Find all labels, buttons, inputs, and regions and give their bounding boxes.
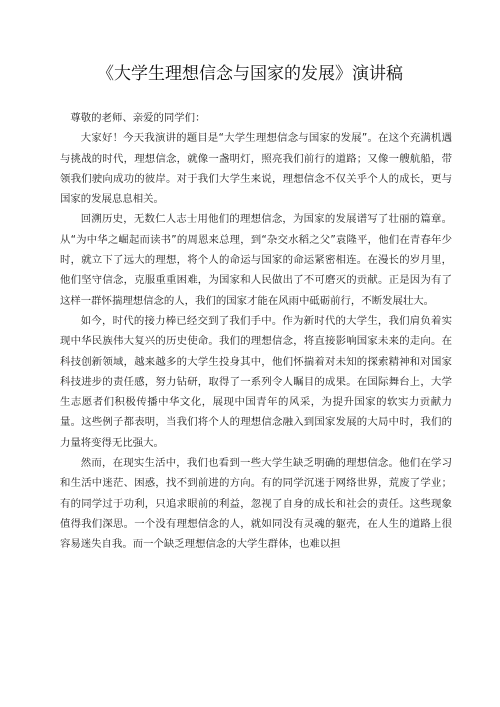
- paragraph-mission: 如今，时代的接力棒已经交到了我们手中。作为新时代的大学生，我们肩负着实现中华民族伟大复兴的历史使命。我们的理想信念，将直接影响国家未来的走向。在科技创新领域，越来越多的大学生投身其中，他们怀揣着对未知的探索精神和对国家科技进步的责任感，努力钻研，取得了一系列令人瞩目的成果。在国际舞台上，大学生志愿者们积极传播中华文化，展现中国青年的风采，为提升国家的软实力贡献力量。这些例子都表明，当我们将个人的理想信念融入到国家发展的大局中时，我们的力量将变得无比强大。: [60, 314, 452, 449]
- document-body: [60, 108, 452, 555]
- paragraph-intro: 大家好！今天我演讲的题目是“大学生理想信念与国家的发展”。在这个充满机遇与挑战的时代，理想信念，就像一盏明灯，照亮我们前行的道路；又像一艘航船，带领我们驶向成功的彼岸。对于我们大学生来说，理想信念不仅关乎个人的成长，更与国家的发展息息相关。: [60, 132, 452, 206]
- salutation: 尊敬的老师、亲爱的同学们：: [70, 112, 206, 124]
- document-title: 《大学生理想信念与国家的发展》演讲稿: [97, 64, 403, 84]
- paragraph-reality: 然而，在现实生活中，我们也看到一些大学生缺乏明确的理想信念。他们在学习和生活中迷茫、困惑，找不到前进的方向。有的同学沉迷于网络世界，荒废了学业；有的同学过于功利，只追求眼前的利益，忽视了自身的成长和社会的责任。这些现象值得我们深思。一个没有理想信念的人，就如同没有灵魂的躯壳，在人生的道路上很容易迷失自我。而一个缺乏理想信念的大学生群体，也难以担: [60, 457, 452, 551]
- paragraph-history: 回溯历史，无数仁人志士用他们的理想信念，为国家的发展谱写了壮丽的篇章。从“为中华之崛起而读书”的周恩来总理，到“杂交水稻之父”袁隆平，他们在青春年少时，就立下了远大的理想，将个人的命运与国家的命运紧密相连。在漫长的岁月里，他们坚守信念，克服重重困难，为国家和人民做出了不可磨灭的贡献。正是因为有了这样一群怀揣理想信念的人，我们的国家才能在风雨中砥砺前行，不断发展壮大。: [60, 213, 452, 307]
